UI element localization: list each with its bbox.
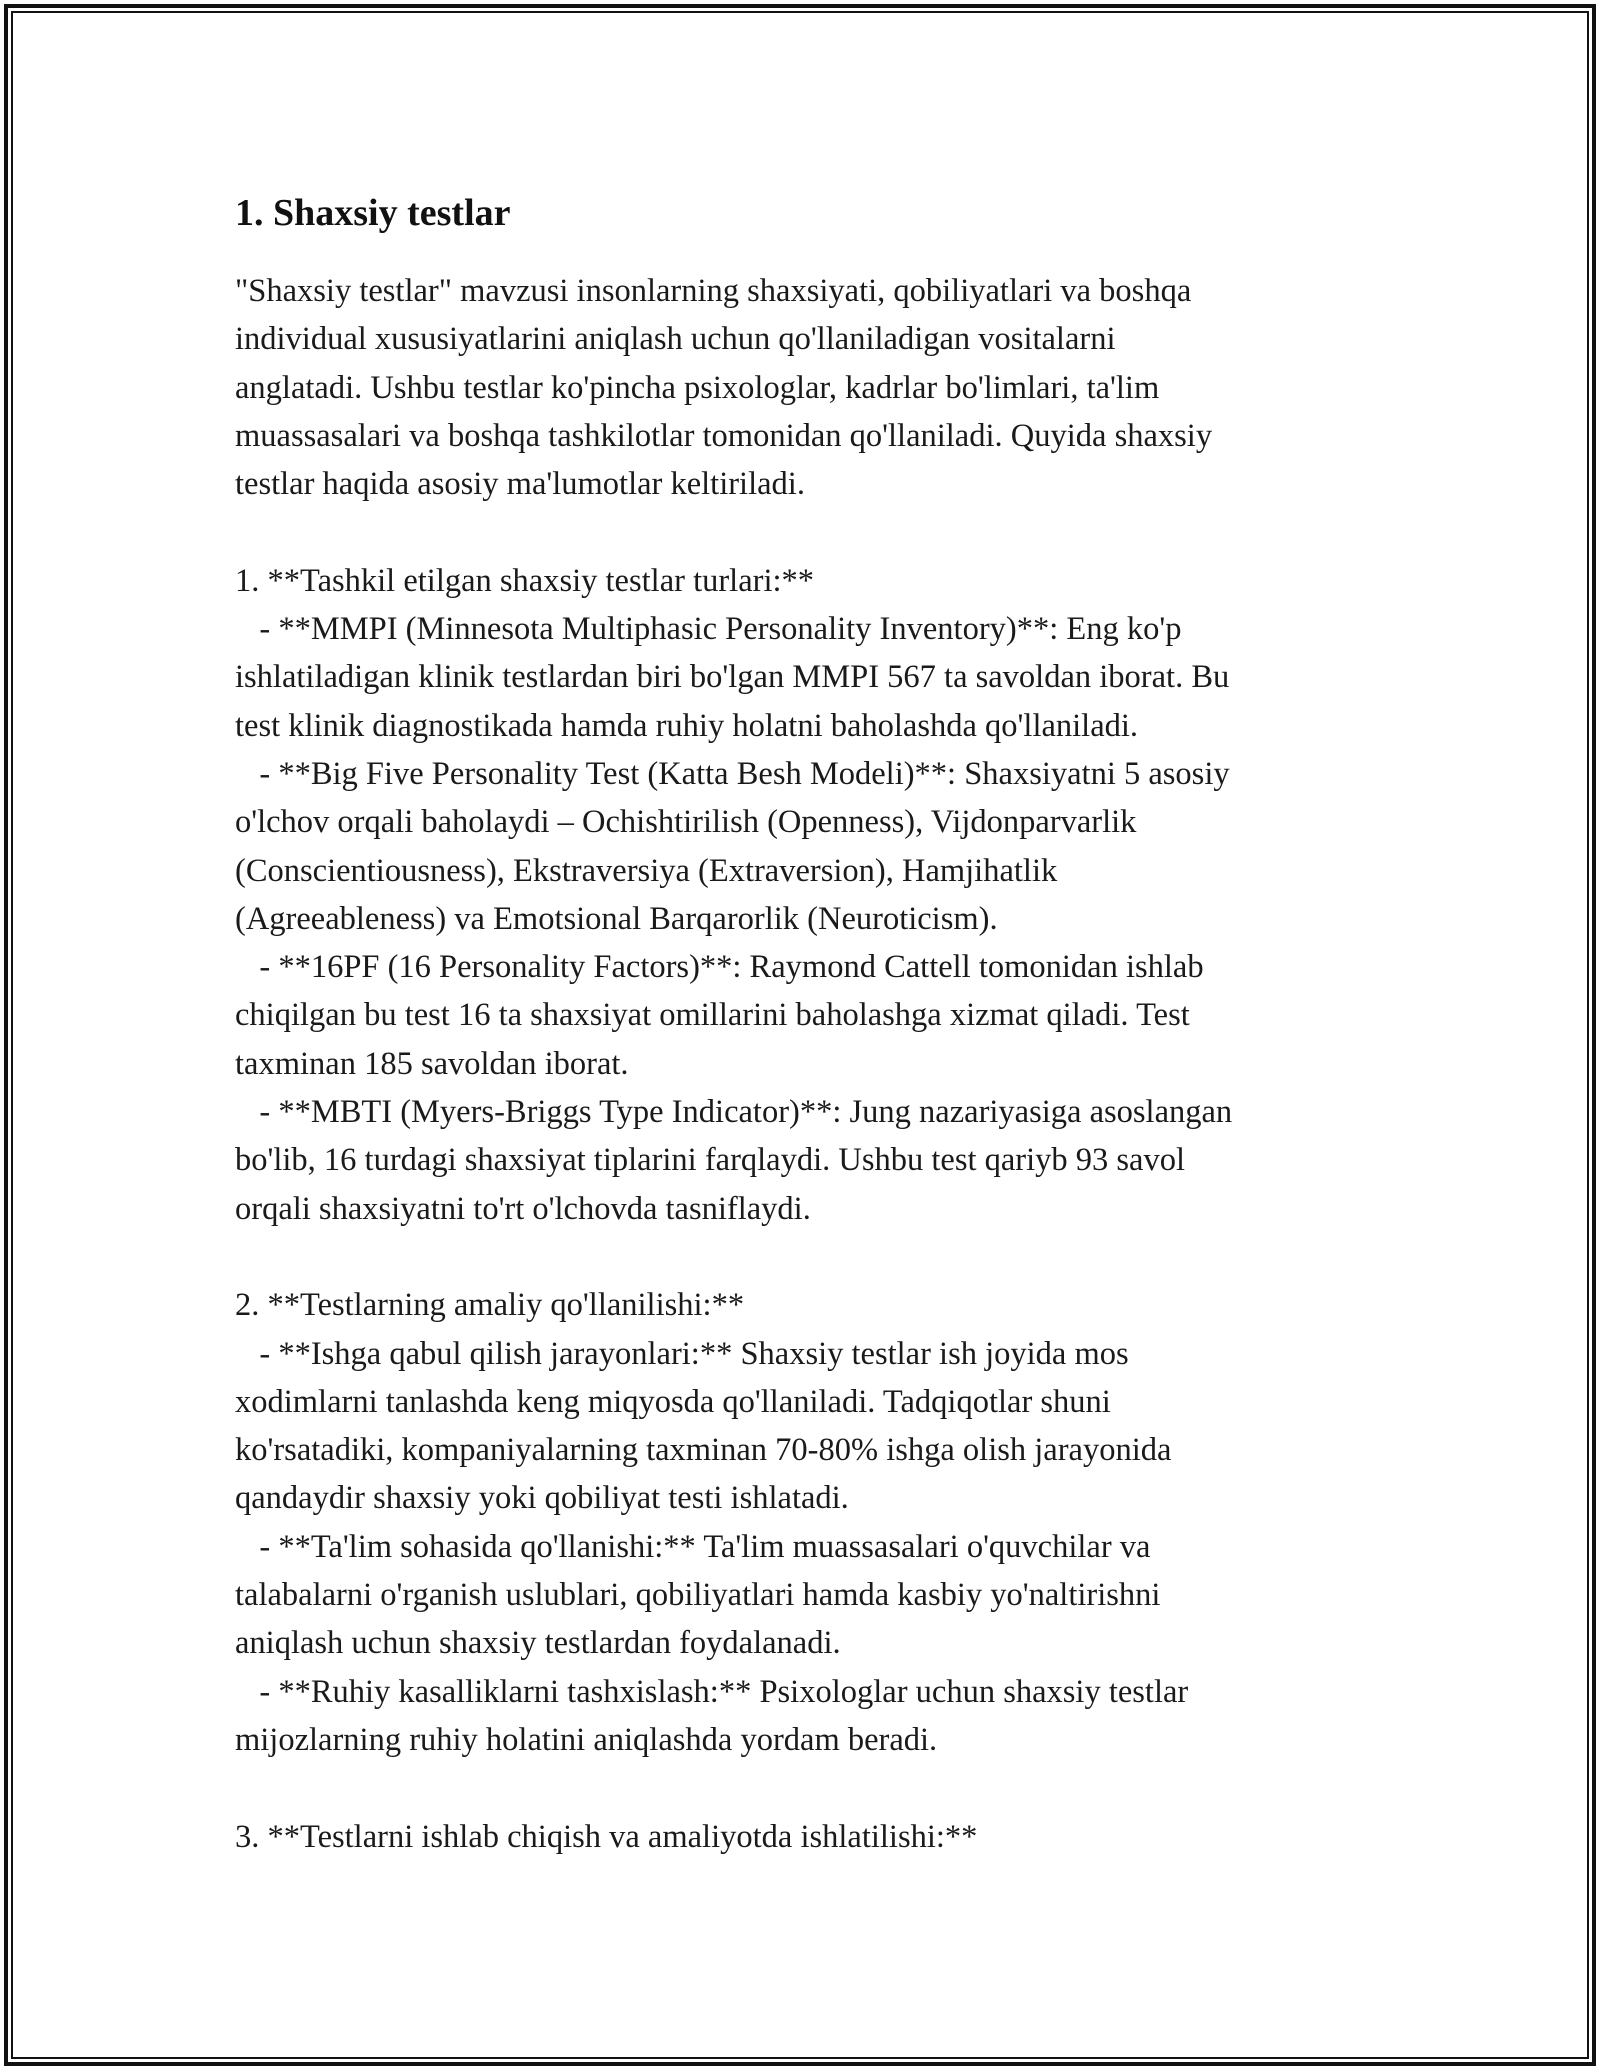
text-line: - **MBTI (Myers-Briggs Type Indicator)**: Jung nazariyasiga asoslangan [235,1094,1233,1131]
text-line: - **Ishga qabul qilish jarayonlari:** Shaxsiy testlar ish joyida mos [235,1335,1129,1372]
blank-line [235,508,1385,556]
text-line: testlar haqida asosiy ma'lumotlar keltiriladi. [235,466,805,503]
text-line: muassasalari va boshqa tashkilotlar tomonidan qo'llaniladi. Quyida shaxsiy [235,417,1213,454]
text-line: - **Ruhiy kasalliklarni tashxislash:** Psixologlar uchun shaxsiy testlar [235,1673,1189,1710]
text-line: o'lchov orqali baholaydi – Ochishtirilish (Openness), Vijdonparvarlik [235,804,1137,841]
text-line: - **Big Five Personality Test (Katta Besh Modeli)**: Shaxsiyatni 5 asosiy [235,755,1230,792]
text-line: ishlatiladigan klinik testlardan biri bo'lgan MMPI 567 ta savoldan iborat. Bu [235,659,1230,696]
text-line: "Shaxsiy testlar" mavzusi insonlarning shaxsiyati, qobiliyatlari va boshqa [235,273,1192,309]
text-line: bo'lib, 16 turdagi shaxsiyat tiplarini farqlaydi. Ushbu test qariyb 93 savol [235,1142,1186,1179]
text-line: - **16PF (16 Personality Factors)**: Raymond Cattell tomonidan ishlab [235,949,1204,986]
text-line: 3. **Testlarni ishlab chiqish va amaliyotda ishlatilishi:** [235,1818,978,1855]
text-line: mijozlarning ruhiy holatini aniqlashda yordam beradi. [235,1721,938,1758]
text-line: taxminan 185 savoldan iborat. [235,1045,629,1082]
blank-line [235,1764,1385,1812]
text-line: (Agreeableness) va Emotsional Barqarorlik (Neuroticism). [235,900,998,937]
text-line: individual xususiyatlarini aniqlash uchun qo'llaniladigan vositalarni [235,321,1116,358]
blank-line [235,1233,1385,1281]
text-line: test klinik diagnostikada hamda ruhiy holatni baholashda qo'llaniladi. [235,707,1139,744]
text-line: - **Ta'lim sohasida qo'llanishi:** Ta'lim muassasalari o'quvchilar va [235,1528,1151,1565]
document-title: 1. Shaxsiy testlar [235,192,511,234]
document-body [235,185,1385,1861]
text-line: 1. **Tashkil etilgan shaxsiy testlar turlari:** [235,562,815,599]
text-line: (Conscientiousness), Ekstraversiya (Extraversion), Hamjihatlik [235,852,1058,889]
text-line: talabalarni o'rganish uslublari, qobiliyatlari hamda kasbiy yo'naltirishni [235,1577,1161,1614]
text-line: aniqlash uchun shaxsiy testlardan foydalanadi. [235,1625,841,1662]
text-line: anglatadi. Ushbu testlar ko'pincha psixologlar, kadrlar bo'limlari, ta'lim [235,369,1160,406]
text-line: qandaydir shaxsiy yoki qobiliyat testi ishlatadi. [235,1480,849,1517]
text-line: ko'rsatadiki, kompaniyalarning taxminan 70-80% ishga olish jarayonida [235,1432,1172,1469]
document-text [235,267,1385,1861]
text-line: orqali shaxsiyatni to'rt o'lchovda tasniflaydi. [235,1190,811,1227]
text-line: - **MMPI (Minnesota Multiphasic Personality Inventory)**: Eng ko'p [235,611,1182,648]
text-line: xodimlarni tanlashda keng miqyosda qo'llaniladi. Tadqiqotlar shuni [235,1383,1111,1420]
text-line: 2. **Testlarning amaliy qo'llanilishi:** [235,1287,745,1324]
text-line: chiqilgan bu test 16 ta shaxsiyat omillarini baholashga xizmat qiladi. Test [235,997,1190,1034]
